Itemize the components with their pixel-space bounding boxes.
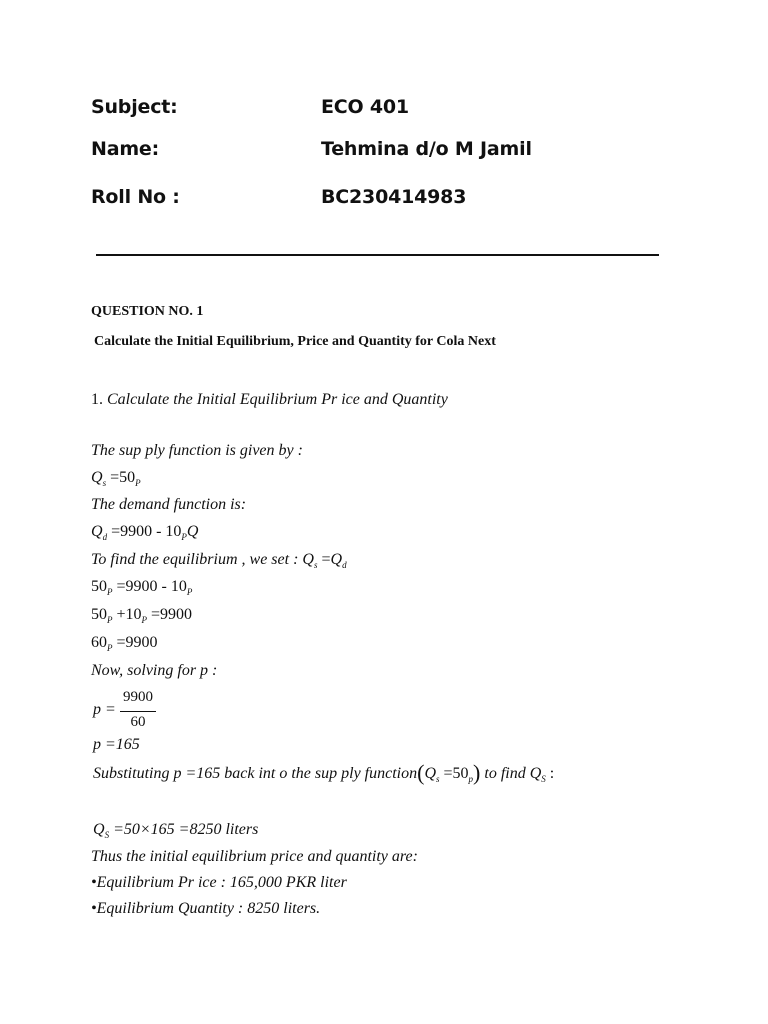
step-heading: [91, 391, 448, 409]
fraction-bar: [120, 711, 156, 712]
quantity-calculation: [93, 821, 258, 839]
roll-value: BC230414983: [321, 186, 467, 208]
equation-line-1: [91, 578, 192, 596]
step-title: Calculate the Initial Equilibrium Pr ice and Quantity: [107, 391, 448, 408]
p-result: p =165: [93, 736, 140, 753]
question-number: QUESTION NO. 1: [91, 304, 204, 319]
demand-equation: [91, 523, 198, 541]
eq-subscript: s: [313, 560, 318, 570]
subject-value: ECO 401: [321, 96, 409, 118]
name-value: Tehmina d/o M Jamil: [321, 138, 532, 160]
eq-text: =50×165 =8250 liters: [113, 821, 259, 838]
supply-intro: The sup ply function is given by :: [91, 442, 303, 459]
fraction-numerator: 9900: [123, 689, 153, 705]
eq-text: Substituting p =165 back int o the sup ply function: [93, 765, 418, 782]
eq-subscript: d: [342, 560, 347, 570]
solve-intro: Now, solving for p :: [91, 662, 218, 679]
eq-text: =50: [443, 765, 469, 782]
equation-line-2: [91, 606, 192, 624]
eq-symbol: Q: [91, 469, 103, 486]
eq-subscript: P: [107, 587, 113, 597]
header-divider: [96, 254, 659, 256]
equation-line-3: [91, 634, 158, 652]
bullet-equilibrium-price: •Equilibrium Pr ice : 165,000 PKR liter: [91, 874, 347, 891]
eq-symbol: Q: [91, 523, 103, 540]
eq-subscript: P: [181, 532, 187, 542]
fraction-denominator: 60: [130, 714, 146, 730]
roll-label: Roll No :: [91, 186, 180, 208]
paren-open: (: [417, 760, 425, 785]
bullet-equilibrium-quantity: •Equilibrium Quantity : 8250 liters.: [91, 900, 321, 917]
eq-subscript: P: [135, 478, 141, 488]
eq-text: 60: [91, 634, 107, 651]
eq-text: +10: [116, 606, 142, 623]
fraction-lhs: p =: [93, 701, 116, 718]
eq-subscript: P: [107, 643, 113, 653]
substitution-line: [93, 760, 555, 785]
eq-subscript: P: [186, 587, 193, 597]
eq-text: =9900 - 10: [116, 578, 187, 595]
paren-close: ): [473, 760, 481, 785]
eq-subscript: P: [141, 615, 148, 625]
eq-text: To find the equilibrium , we set :: [91, 551, 299, 568]
eq-text: :: [549, 765, 555, 782]
name-label: Name:: [91, 138, 160, 160]
eq-subscript: S: [541, 774, 546, 784]
conclusion-text: Thus the initial equilibrium price and quantity are:: [91, 848, 418, 865]
eq-text: =9900: [116, 634, 158, 651]
eq-text: =50: [110, 469, 136, 486]
demand-intro: The demand function is:: [91, 496, 247, 513]
eq-symbol: Q: [186, 523, 199, 540]
eq-symbol: Q: [302, 551, 314, 568]
eq-symbol: Q: [330, 551, 343, 568]
supply-equation: [91, 469, 141, 487]
eq-symbol: Q: [93, 821, 105, 838]
eq-text: =9900 - 10: [111, 523, 182, 540]
subject-label: Subject:: [91, 96, 178, 118]
step-number: 1.: [91, 391, 103, 408]
eq-subscript: S: [104, 830, 110, 840]
eq-subscript: s: [436, 774, 440, 784]
eq-text: =: [321, 551, 331, 568]
equilibrium-condition: [91, 551, 347, 569]
eq-subscript: P: [107, 615, 113, 625]
eq-text: =9900: [151, 606, 193, 623]
eq-subscript: s: [102, 478, 107, 488]
eq-subscript: p: [468, 774, 474, 784]
question-title: Calculate the Initial Equilibrium, Price and Quantity for Cola Next: [94, 334, 496, 349]
eq-text: to find Q: [484, 765, 542, 782]
eq-symbol: Q: [424, 765, 436, 782]
eq-subscript: d: [102, 532, 108, 542]
eq-text: 50: [91, 606, 107, 623]
eq-text: 50: [91, 578, 107, 595]
